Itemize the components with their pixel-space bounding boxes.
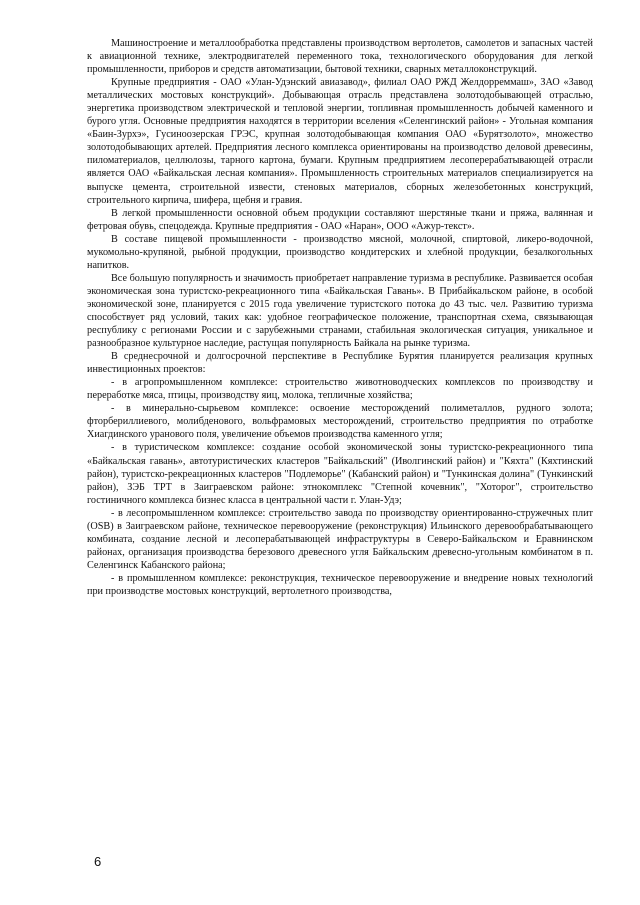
page-number: 6 xyxy=(94,854,102,869)
list-item: - в промышленном комплексе: реконструкция, техническое перевооружение и внедрение новых технологий при производстве мостовых конструкций, вертолетного производства, xyxy=(87,572,593,597)
body-text xyxy=(87,37,593,598)
list-item: - в агропромышленном комплексе: строительство животноводческих комплексов по производству и переработке мяса, птицы, производству яиц, молока, тепличные хозяйства; xyxy=(87,377,593,402)
paragraph: Крупные предприятия - ОАО «Улан-Удэнский авиазавод», филиал ОАО РЖД Желдорреммаш», ЗАО «Завод металлических мостовых конструкций». Добывающая отрасль представлена золотодобывающей отраслью, энергетика производством электрической и тепловой энергии, топливная промышленность добычей каменного и бурого угля. Основные предприятия находятся в территории вселения «Селенгинский район» - Угольная компания «Баин-Зурхэ», Гусиноозерская ГРЭС, крупная золотодобывающая компания ОАО «Бурятзолото», множество золотодобывающих артелей. Предприятия лесного комплекса ориентированы на производство деловой древесины, пиломатериалов, целлюлозы, тарного картона, бумаги. Крупным предприятием лесоперерабатывающей отрасли является ОАО «Байкальская лесная компания». Промышленность строительных материалов специализируется на выпуске цемента, строительной извести, стеновых материалов, сборных железобетонных конструкций, строительного кирпича, шифера, щебня и гравия. xyxy=(87,77,593,206)
list-item: - в лесопромышленном комплексе: строительство завода по производству ориентированно-стружечных плит (OSB) в Заиграевском районе, техническое перевооружение (реконструкция) Ильинского деревообрабатывающего комбината, создание лесной и лесоперабатывающей инфраструктуры в Северо-Байкальском и Еравнинском районах, организация производства березового древесного угля Байкальским древесно-угольным комбинатом в п. Селенгинск Кабанского района; xyxy=(87,507,593,571)
paragraph: Машиностроение и металлообработка представлены производством вертолетов, самолетов и запасных частей к авиационной технике, электродвигателей переменного тока, технологического оборудования для легкой промышленности, приборов и средств автоматизации, бытовой техники, сварных металлоконструкций. xyxy=(87,38,593,76)
paragraph: Все большую популярность и значимость приобретает направление туризма в республике. Развивается особая экономическая зона туристско-рекреационного типа «Байкальская Гавань». В Прибайкальском районе, в особой экономической зоне, планируется с 2015 года увеличение туристского потока до 43 тыс. чел. Развитию туризма способствует ряд условий, таких как: удобное географическое положение, транспортная схема, связывающая республику с регионами России и с зарубежными странами, стабильная экологическая ситуация, уникальное и разнообразное культурное наследие, растущая популярность Байкала на рынке туризма. xyxy=(87,272,593,350)
paragraph: В легкой промышленности основной объем продукции составляют шерстяные ткани и пряжа, валянная и фетровая обувь, спецодежда. Крупные предприятия - ОАО «Наран», ООО «Ажур-текст». xyxy=(87,207,593,232)
paragraph: В составе пищевой промышленности - производство мясной, молочной, спиртовой, ликеро-водочной, мукомольно-крупяной, рыбной продукции, производство кондитерских и хлебной продукции, безалкогольных напитков. xyxy=(87,233,593,271)
paragraph: В среднесрочной и долгосрочной перспективе в Республике Бурятия планируется реализация крупных инвестиционных проектов: xyxy=(87,351,593,376)
list-item: - в туристическом комплексе: создание особой экономической зоны туристско-рекреационного типа «Байкальская гавань», автотуристических кластеров "Байкальский" (Иволгинский район) и "Кяхта" (Кяхтинский район), туристско-рекреационных кластеров "Подлеморье" (Кабанский район) и "Тункинская долина" (Тункинский район), ЗЭБ ТРТ в Заиграевском районе: этнокомплекс "Степной кочевник", "Хоторог", строительство гостиничного комплекса бизнес класса в центральной части г. Улан-Удэ; xyxy=(87,442,593,506)
list-item: - в минерально-сырьевом комплексе: освоение месторождений полиметаллов, рудного золота; фторбериллиевого, молибденового, вольфрамовых месторождений, строительство предприятия по отработке Хиагдинского уранового поля, увеличение объемов производства каменного угля; xyxy=(87,403,593,441)
